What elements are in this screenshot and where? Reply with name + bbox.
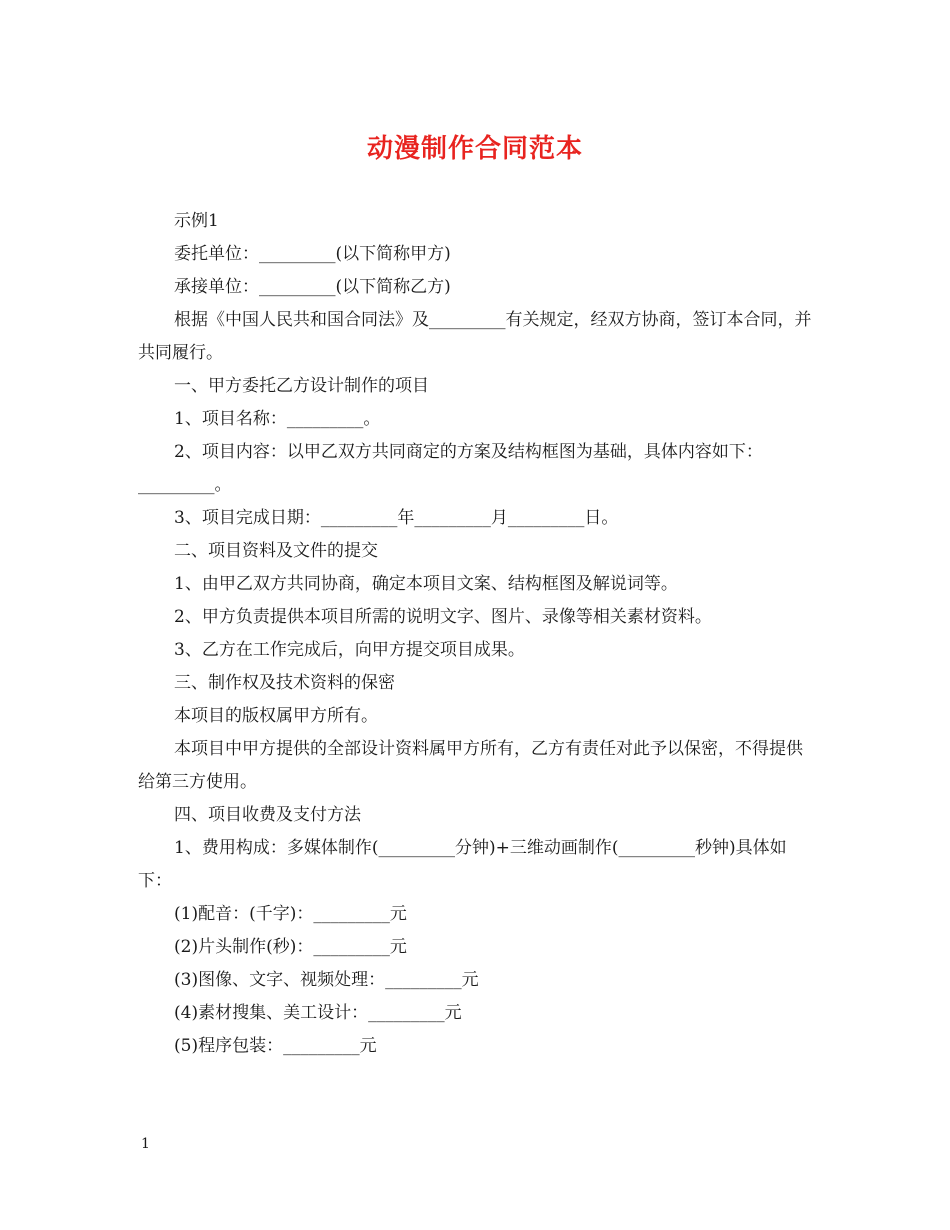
section-heading-1: 一、甲方委托乙方设计制作的项目 [174,376,429,396]
paragraph-contractor: 承接单位：_________(以下简称乙方) [174,277,451,297]
paragraph-item: 1、项目名称：_________。 [174,409,381,429]
fee-item: (1)配音：(千字)：_________元 [174,904,407,924]
paragraph-example-label: 示例1 [174,211,219,231]
paragraph-preamble: 根据《中国人民共和国合同法》及_________有关规定，经双方协商，签订本合同，并共同履行。 [138,310,812,363]
fee-item: (5)程序包装：_________元 [174,1036,377,1056]
paragraph-item: 本项目中甲方提供的全部设计资料属甲方所有，乙方有责任对此予以保密，不得提供给第三方使用。 [138,739,803,792]
section-heading-3: 三、制作权及技术资料的保密 [174,673,395,693]
section-heading-2: 二、项目资料及文件的提交 [174,541,378,561]
document-title: 动漫制作合同范本 [366,134,583,164]
page-number: 1 [141,1136,150,1152]
fee-item: (3)图像、文字、视频处理：_________元 [174,970,479,990]
paragraph-item: 1、由甲乙双方共同协商，确定本项目文案、结构框图及解说词等。 [174,574,678,594]
fee-item: (2)片头制作(秒)：_________元 [174,937,407,957]
paragraph-item: 2、甲方负责提供本项目所需的说明文字、图片、录像等相关素材资料。 [174,607,712,627]
document-body [138,205,816,1063]
fee-item: (4)素材搜集、美工设计：_________元 [174,1003,462,1023]
section-heading-4: 四、项目收费及支付方法 [174,805,361,825]
paragraph-item: 1、费用构成：多媒体制作(_________分钟)+三维动画制作(_________秒钟)具体如下： [138,838,787,891]
paragraph-client: 委托单位：_________(以下简称甲方) [174,244,451,264]
paragraph-item: 本项目的版权属甲方所有。 [174,706,378,726]
paragraph-item: 3、乙方在工作完成后，向甲方提交项目成果。 [174,640,525,660]
paragraph-item: 3、项目完成日期：_________年_________月_________日。 [174,508,619,528]
paragraph-item: 2、项目内容：以甲乙双方共同商定的方案及结构框图为基础，具体内容如下：_________。 [138,442,763,495]
